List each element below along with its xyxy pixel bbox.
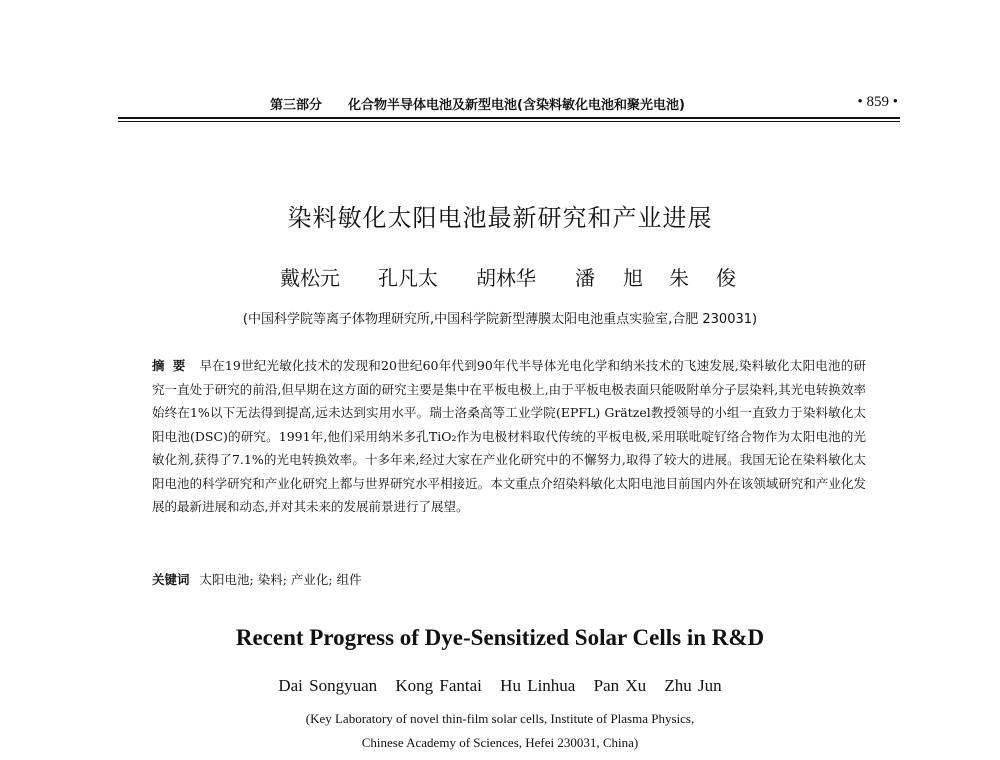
chinese-keywords xyxy=(152,570,866,588)
chinese-abstract xyxy=(152,354,866,519)
author-cn-5-given: 俊 xyxy=(716,266,736,290)
english-title: Recent Progress of Dye-Sensitized Solar Cells in R&D xyxy=(235,625,765,650)
header-section: 第三部分 xyxy=(270,98,323,113)
author-en-1: Dai Songyuan xyxy=(278,676,378,695)
abstract-label: 摘要 xyxy=(152,358,194,373)
author-cn-1: 戴松元 xyxy=(280,266,340,290)
author-en-2: Kong Fantai xyxy=(395,676,482,695)
author-en-5: Zhu Jun xyxy=(664,676,722,695)
author-cn-4-surname: 潘 xyxy=(575,266,595,290)
author-en-4: Pan Xu xyxy=(593,676,647,695)
header-series-title: 化合物半导体电池及新型电池(含染料敏化电池和聚光电池) xyxy=(348,98,685,113)
chinese-authors xyxy=(280,262,760,294)
author-cn-3: 胡林华 xyxy=(476,266,536,290)
keywords-text: 太阳电池; 染料; 产业化; 组件 xyxy=(199,572,362,587)
english-affiliation-line2: Chinese Academy of Sciences, Hefei 230031, China) xyxy=(361,735,639,750)
header-rule-thin xyxy=(118,121,900,122)
abstract-text: 早在19世纪光敏化技术的发现和20世纪60年代到90年代半导体光电化学和纳米技术的飞速发展,染料敏化太阳电池的研究一直处于研究的前沿,但早期在这方面的研究主要是集中在平板电极上,由于平板电极表面只能吸附单分子层染料,其光电转换效率始终在1%以下无法得到提高,远未达到实用水平。瑞士洛桑高等工业学院(EPFL) Grätzel教授领导的小组一直致力于染料敏化太阳电池(DSC)的研究。1991年,他们采用纳米多孔TiO₂作为电极材料取代传统的平板电极,采用联吡啶钌络合物作为太阳电池的光敏化剂,获得了7.1%的光电转换效率。十多年来,经过大家在产业化研究中的不懈努力,取得了较大的进展。我国无论在染料敏化太阳电池的科学研究和产业化研究上都与世界研究水平相接近。本文重点介绍染料敏化太阳电池目前国内外在该领域研究和产业化发展的最新进展和动态,并对其未来的发展前景进行了展望。 xyxy=(152,358,866,514)
english-affiliation-line1: (Key Laboratory of novel thin-film solar cells, Institute of Plasma Physics, xyxy=(305,711,695,726)
chinese-title: 染料敏化太阳电池最新研究和产业进展 xyxy=(287,204,713,232)
chinese-affiliation: (中国科学院等离子体物理研究所,中国科学院新型薄膜太阳电池重点实验室,合肥 230031) xyxy=(242,312,758,327)
keywords-label: 关键词 xyxy=(152,572,190,587)
english-authors xyxy=(0,676,1000,696)
header-rule-thick xyxy=(118,117,900,119)
author-cn-4-given: 旭 xyxy=(623,266,643,290)
author-en-3: Hu Linhua xyxy=(500,676,576,695)
page-number: • 859 • xyxy=(857,94,898,110)
running-header xyxy=(270,92,898,114)
author-cn-5-surname: 朱 xyxy=(669,266,689,290)
author-cn-2: 孔凡太 xyxy=(378,266,438,290)
